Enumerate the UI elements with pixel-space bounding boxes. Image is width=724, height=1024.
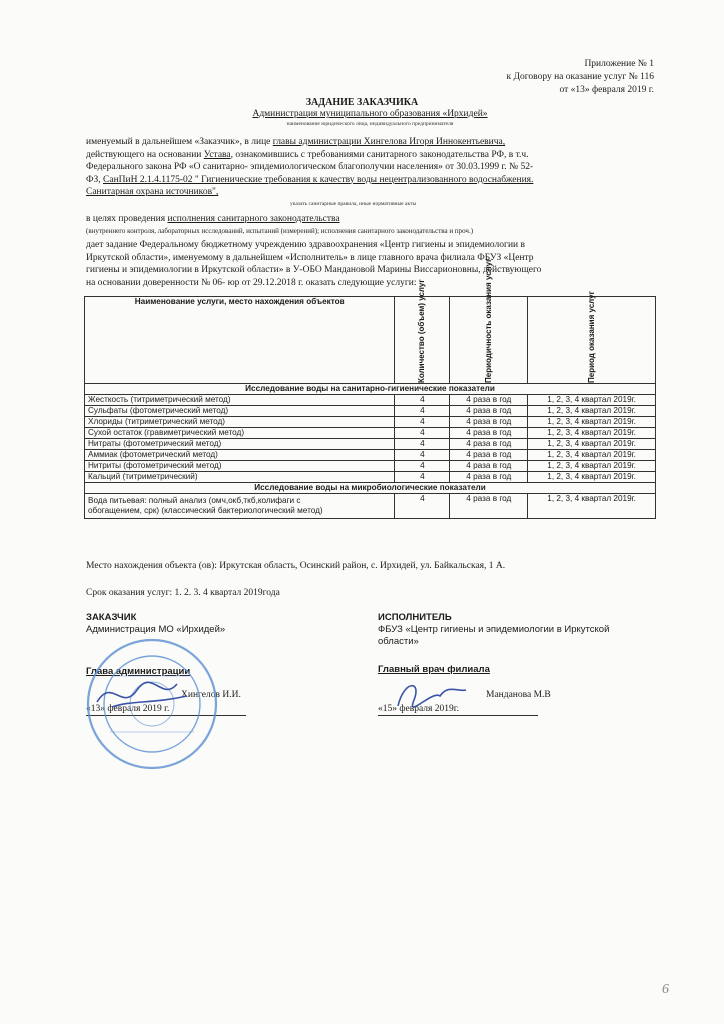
row-qty: 4	[395, 461, 450, 472]
executor-position: Главный врач филиала	[378, 664, 490, 675]
section-row-micro	[85, 483, 656, 494]
row-freq: 4 раза в год	[450, 417, 528, 428]
contract-ref: к Договору на оказание услуг № 116	[506, 72, 654, 82]
row-qty: 4	[395, 406, 450, 417]
table-row	[85, 395, 656, 406]
row-qty: 4	[395, 417, 450, 428]
section-title-sanitary: Исследование воды на санитарно-гигиенические показатели	[85, 384, 656, 395]
row-name: Нитриты (фотометрический метод)	[85, 461, 395, 472]
purpose-line-1: в целях проведения исполнения санитарного законодательства	[86, 214, 340, 224]
row-freq: 4 раза в год	[450, 494, 528, 519]
executor-date: «15» февраля 2019г.	[378, 704, 538, 716]
row-qty: 4	[395, 450, 450, 461]
intro-line-4: ФЗ, СанПиН 2.1.4.1175-02 " Гигиенические требования к качеству воды нецентрализованного водоснабжения.	[86, 174, 534, 185]
customer-signature	[92, 672, 192, 716]
row-name: Хлориды (титриметрический метод)	[85, 417, 395, 428]
table-row	[85, 450, 656, 461]
executor-signature	[392, 670, 472, 714]
section-row-sanitary	[85, 384, 656, 395]
row-freq: 4 раза в год	[450, 406, 528, 417]
customer-position: Глава администрации	[86, 666, 191, 677]
row-qty: 4	[395, 472, 450, 483]
row-name: Жесткость (титриметрический метод)	[85, 395, 395, 406]
customer-org: Администрация МО «Ирхидей»	[86, 624, 226, 635]
row-qty: 4	[395, 494, 450, 519]
executor-signer: Манданова М.В	[486, 690, 551, 700]
row-freq: 4 раза в год	[450, 461, 528, 472]
row-name: Нитраты (фотометрический метод)	[85, 439, 395, 450]
executor-org-2: области»	[378, 636, 419, 647]
intro-caption: указать санитарные правила, иные нормативные акты	[290, 201, 417, 207]
purpose-paragraph-cont	[86, 239, 652, 289]
header-freq: Периодичность оказания услуг	[450, 297, 528, 384]
row-freq: 4 раза в год	[450, 395, 528, 406]
customer-date: «13» февраля 2019 г.	[86, 704, 246, 716]
row-period: 1, 2, 3, 4 квартал 2019г.	[528, 494, 656, 519]
customer-name: Администрация муниципального образования «Ирхидей»	[252, 109, 488, 119]
row-name: Сухой остаток (гравиметрический метод)	[85, 428, 395, 439]
customer-heading: ЗАКАЗЧИК	[86, 612, 137, 623]
page-title: ЗАДАНИЕ ЗАКАЗЧИКА	[305, 97, 419, 108]
row-qty: 4	[395, 439, 450, 450]
customer-signer: Хингелов И.И.	[181, 690, 241, 700]
table-row	[85, 461, 656, 472]
appendix-header	[354, 58, 654, 97]
table-row	[85, 472, 656, 483]
row-period: 1, 2, 3, 4 квартал 2019г.	[528, 428, 656, 439]
row-period: 1, 2, 3, 4 квартал 2019г.	[528, 395, 656, 406]
intro-line-5: Санитарная охрана источников",	[86, 187, 219, 197]
row-qty: 4	[395, 428, 450, 439]
executor-heading: ИСПОЛНИТЕЛЬ	[378, 612, 452, 623]
row-name: Вода питьевая: полный анализ (омч,окб,ткб,колифаги с обогащением, срк) (классический бактериологический метод)	[85, 494, 395, 519]
row-freq: 4 раза в год	[450, 439, 528, 450]
table-row	[85, 428, 656, 439]
purpose-line-2: дает задание Федеральному бюджетному учреждению здравоохранения «Центр гигиены и эпидемиологии в	[86, 240, 525, 250]
row-period: 1, 2, 3, 4 квартал 2019г.	[528, 406, 656, 417]
appendix-number: Приложение № 1	[584, 59, 654, 69]
purpose-paragraph	[86, 213, 652, 226]
table-row	[85, 417, 656, 428]
object-location: Место нахождения объекта (ов): Иркутская область, Осинский район, с. Ирхидей, ул. Байкальская, 1 А.	[86, 561, 506, 571]
row-period: 1, 2, 3, 4 квартал 2019г.	[528, 439, 656, 450]
section-title-micro: Исследование воды на микробиологические показатели	[85, 483, 656, 494]
row-period: 1, 2, 3, 4 квартал 2019г.	[528, 472, 656, 483]
row-freq: 4 раза в год	[450, 472, 528, 483]
customer-caption: наименование юридического лица, индивидуального предпринимателя	[286, 121, 454, 127]
table-row	[85, 406, 656, 417]
row-period: 1, 2, 3, 4 квартал 2019г.	[528, 461, 656, 472]
header-qty: Количество (объем) услуг	[395, 297, 450, 384]
row-name: Сульфаты (фотометрический метод)	[85, 406, 395, 417]
row-name: Аммиак (фотометрический метод)	[85, 450, 395, 461]
purpose-line-3: Иркутской области», именуемому в дальнейшем «Исполнитель» в лице главного врача филиала ФБУЗ «Центр	[86, 252, 534, 263]
executor-org-1: ФБУЗ «Центр гигиены и эпидемиологии в Иркутской	[378, 624, 610, 635]
table-row	[85, 494, 656, 519]
page-mark: 6	[662, 982, 669, 997]
row-freq: 4 раза в год	[450, 428, 528, 439]
row-period: 1, 2, 3, 4 квартал 2019г.	[528, 450, 656, 461]
purpose-caption: (внутреннего контроля, лабораторных исследований, испытаний (измерений); исполнения санитарного законодательства и проч.)	[86, 227, 474, 235]
purpose-line-5: на основании доверенности № 06- юр от 29.12.2018 г. оказать следующие услуги:	[86, 277, 417, 288]
service-term: Срок оказания услуг: 1. 2. 3. 4 квартал 2019года	[86, 588, 280, 598]
table-header-row	[85, 297, 656, 384]
header-period: Период оказания услуг	[528, 297, 656, 384]
header-name: Наименование услуги, место нахождения объектов	[85, 297, 395, 384]
row-qty: 4	[395, 395, 450, 406]
row-name: Кальций (титриметрический)	[85, 472, 395, 483]
table-row	[85, 439, 656, 450]
row-period: 1, 2, 3, 4 квартал 2019г.	[528, 417, 656, 428]
row-freq: 4 раза в год	[450, 450, 528, 461]
intro-paragraph	[86, 136, 652, 199]
intro-line-1: именуемый в дальнейшем «Заказчик», в лице главы администрации Хингелова Игоря Иннокентьевича,	[86, 137, 506, 147]
intro-line-2: действующего на основании Устава, ознакомившись с требованиями санитарного законодательства РФ, в т.ч.	[86, 149, 529, 160]
purpose-line-4: гигиены и эпидемиологии в Иркутской области» в У-ОБО Мандановой Марины Виссарионовны, действующего	[86, 265, 542, 275]
contract-date: от «13» февраля 2019 г.	[559, 85, 654, 95]
intro-line-3: Федерального закона РФ «О санитарно- эпидемиологическом благополучии населения» от 30.03.1999 г. № 52-	[86, 162, 534, 172]
